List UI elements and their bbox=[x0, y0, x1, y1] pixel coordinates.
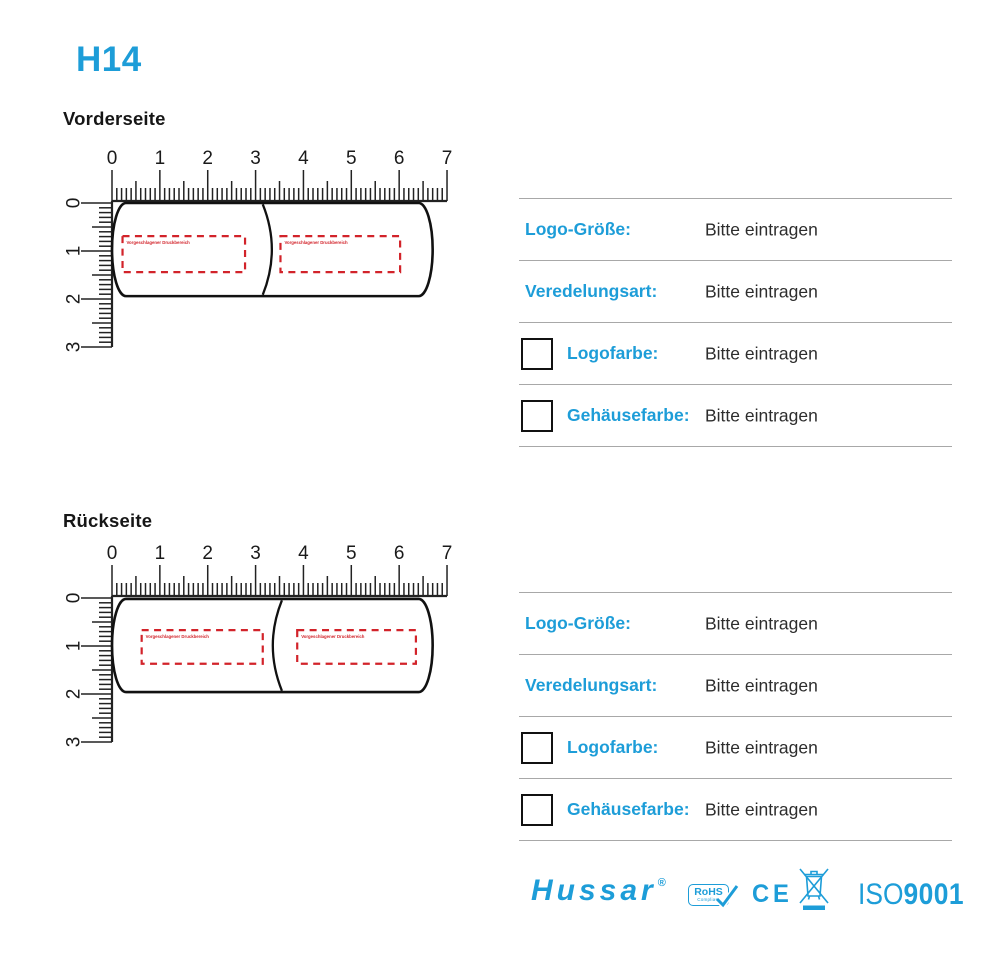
spec-value: Bitte eintragen bbox=[705, 675, 818, 695]
device-cap-divider bbox=[273, 600, 282, 691]
vertical-ruler bbox=[64, 198, 112, 353]
front-diagram bbox=[60, 140, 460, 375]
registered-trademark-icon: ® bbox=[657, 877, 666, 889]
iso9001-label bbox=[858, 880, 964, 910]
front-spec-table bbox=[519, 198, 952, 447]
device-outline bbox=[112, 599, 433, 692]
h-ruler-label: 7 bbox=[441, 148, 453, 169]
print-area bbox=[123, 236, 246, 272]
iso-prefix: ISO bbox=[858, 878, 904, 911]
h-ruler-label: 2 bbox=[202, 543, 214, 564]
ce-mark: CE bbox=[752, 880, 793, 908]
h-ruler-label: 7 bbox=[441, 543, 453, 564]
spec-value: Bitte eintragen bbox=[705, 343, 818, 363]
spec-table-row bbox=[519, 655, 952, 717]
v-ruler-label: 3 bbox=[63, 341, 85, 353]
h-ruler-label: 6 bbox=[393, 148, 405, 169]
spec-value: Bitte eintragen bbox=[705, 219, 818, 239]
spec-table-row bbox=[519, 717, 952, 779]
print-area bbox=[297, 630, 416, 664]
color-checkbox[interactable] bbox=[521, 794, 553, 826]
section-heading-front: Vorderseite bbox=[63, 108, 166, 129]
h-ruler-label: 5 bbox=[346, 543, 357, 564]
h-ruler-label: 4 bbox=[298, 148, 309, 169]
h-ruler-label: 3 bbox=[250, 543, 261, 564]
v-ruler-label: 2 bbox=[63, 293, 85, 305]
spec-value: Bitte eintragen bbox=[705, 613, 818, 633]
spec-label: Logo-Größe: bbox=[525, 219, 631, 239]
brand-logo bbox=[531, 876, 666, 906]
spec-label: Logofarbe: bbox=[567, 343, 659, 363]
brand-name: Hussar bbox=[531, 874, 657, 907]
spec-value: Bitte eintragen bbox=[705, 405, 818, 425]
spec-table-row bbox=[519, 779, 952, 841]
color-checkbox[interactable] bbox=[521, 338, 553, 370]
v-ruler-label: 1 bbox=[63, 245, 85, 257]
spec-value: Bitte eintragen bbox=[705, 799, 818, 819]
color-checkbox[interactable] bbox=[521, 400, 553, 432]
device-cap-divider bbox=[263, 204, 272, 295]
h-ruler-label: 5 bbox=[346, 148, 357, 169]
spec-table-row bbox=[519, 323, 952, 385]
print-area-label: Vorgeschlagener Druckbereich bbox=[284, 240, 348, 246]
horizontal-ruler bbox=[107, 543, 453, 596]
h-ruler-label: 0 bbox=[106, 543, 118, 564]
spec-table-row bbox=[519, 593, 952, 655]
weee-crossed-out-bin-icon bbox=[799, 866, 829, 913]
iso-number: 9001 bbox=[903, 878, 964, 911]
rohs-badge-subtitle: Compliant bbox=[697, 897, 720, 902]
color-checkbox[interactable] bbox=[521, 732, 553, 764]
vertical-ruler bbox=[64, 593, 112, 748]
spec-label: Gehäusefarbe: bbox=[567, 405, 690, 425]
rohs-badge-title: RoHS bbox=[694, 886, 723, 898]
h-ruler-label: 4 bbox=[298, 543, 309, 564]
h-ruler-label: 0 bbox=[106, 148, 118, 169]
h-ruler-label: 6 bbox=[393, 543, 405, 564]
h-ruler-label: 3 bbox=[250, 148, 261, 169]
v-ruler-label: 2 bbox=[63, 688, 85, 700]
h-ruler-label: 2 bbox=[202, 148, 214, 169]
horizontal-ruler bbox=[107, 148, 453, 201]
spec-table-row bbox=[519, 385, 952, 447]
v-ruler-label: 0 bbox=[63, 592, 85, 604]
print-area bbox=[142, 630, 263, 664]
spec-table-row bbox=[519, 199, 952, 261]
print-area-label: Vorgeschlagener Druckbereich bbox=[301, 634, 365, 640]
page-title: H14 bbox=[76, 40, 142, 79]
spec-value: Bitte eintragen bbox=[705, 281, 818, 301]
print-area-label: Vorgeschlagener Druckbereich bbox=[145, 634, 209, 640]
h-ruler-label: 1 bbox=[154, 148, 166, 169]
spec-table-row bbox=[519, 261, 952, 323]
print-area-label: Vorgeschlagener Druckbereich bbox=[126, 240, 190, 246]
back-diagram bbox=[60, 535, 460, 770]
spec-label: Gehäusefarbe: bbox=[567, 799, 690, 819]
spec-label: Veredelungsart: bbox=[525, 675, 658, 695]
section-heading-back: Rückseite bbox=[63, 510, 153, 531]
spec-value: Bitte eintragen bbox=[705, 737, 818, 757]
spec-label: Veredelungsart: bbox=[525, 281, 658, 301]
v-ruler-label: 3 bbox=[63, 736, 85, 748]
back-spec-table bbox=[519, 592, 952, 841]
spec-label: Logo-Größe: bbox=[525, 613, 631, 633]
device-outline bbox=[112, 203, 433, 296]
h-ruler-label: 1 bbox=[154, 543, 166, 564]
spec-label: Logofarbe: bbox=[567, 737, 659, 757]
v-ruler-label: 1 bbox=[63, 640, 85, 652]
checkmark-icon bbox=[712, 882, 742, 910]
v-ruler-label: 0 bbox=[63, 197, 85, 209]
print-area bbox=[280, 236, 400, 272]
